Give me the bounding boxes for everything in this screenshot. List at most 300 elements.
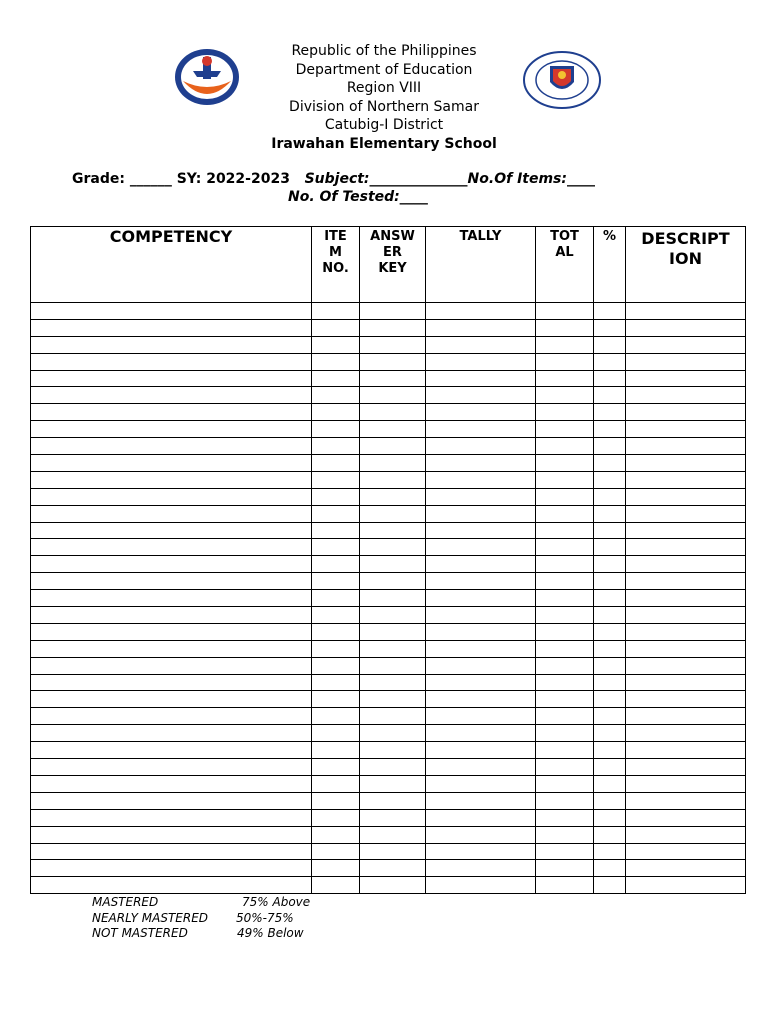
table-row <box>31 691 746 708</box>
cell-total <box>536 657 594 674</box>
cell-item-no <box>312 556 360 573</box>
cell-percent <box>594 471 626 488</box>
table-row <box>31 488 746 505</box>
cell-answer-key <box>360 522 426 539</box>
cell-description <box>626 573 746 590</box>
cell-total <box>536 708 594 725</box>
cell-competency <box>31 336 312 353</box>
cell-competency <box>31 438 312 455</box>
cell-total <box>536 421 594 438</box>
cell-answer-key <box>360 370 426 387</box>
cell-competency <box>31 826 312 843</box>
header-total: TOT AL <box>536 227 594 303</box>
header-division: Division of Northern Samar <box>289 98 479 115</box>
cell-total <box>536 843 594 860</box>
cell-tally <box>426 404 536 421</box>
table-row <box>31 843 746 860</box>
cell-total <box>536 826 594 843</box>
cell-percent <box>594 725 626 742</box>
table-row <box>31 471 746 488</box>
cell-tally <box>426 657 536 674</box>
cell-description <box>626 775 746 792</box>
cell-item-no <box>312 539 360 556</box>
sy-label: SY: <box>176 171 202 187</box>
cell-total <box>536 573 594 590</box>
cell-item-no <box>312 725 360 742</box>
table-row <box>31 607 746 624</box>
cell-tally <box>426 674 536 691</box>
cell-item-no <box>312 708 360 725</box>
cell-item-no <box>312 353 360 370</box>
cell-competency <box>31 657 312 674</box>
cell-item-no <box>312 590 360 607</box>
legend-nearly-range: 50%-75% <box>236 910 294 925</box>
cell-competency <box>31 319 312 336</box>
cell-competency <box>31 421 312 438</box>
cell-competency <box>31 691 312 708</box>
cell-total <box>536 742 594 759</box>
cell-answer-key <box>360 387 426 404</box>
cell-percent <box>594 792 626 809</box>
cell-competency <box>31 674 312 691</box>
table-row <box>31 590 746 607</box>
cell-total <box>536 319 594 336</box>
cell-percent <box>594 539 626 556</box>
cell-percent <box>594 336 626 353</box>
items-blank: ____ <box>566 171 595 187</box>
cell-answer-key <box>360 742 426 759</box>
header-republic: Republic of the Philippines <box>291 43 477 59</box>
cell-total <box>536 539 594 556</box>
table-row <box>31 387 746 404</box>
table-row <box>31 556 746 573</box>
cell-answer-key <box>360 505 426 522</box>
header-department: Department of Education <box>295 61 473 78</box>
cell-description <box>626 607 746 624</box>
cell-total <box>536 353 594 370</box>
cell-description <box>626 336 746 353</box>
cell-answer-key <box>360 421 426 438</box>
cell-percent <box>594 573 626 590</box>
table-row <box>31 742 746 759</box>
cell-percent <box>594 319 626 336</box>
cell-answer-key <box>360 303 426 320</box>
cell-percent <box>594 607 626 624</box>
cell-tally <box>426 488 536 505</box>
cell-tally <box>426 505 536 522</box>
cell-percent <box>594 826 626 843</box>
cell-competency <box>31 809 312 826</box>
header-description: DESCRIPT ION <box>626 227 746 303</box>
cell-description <box>626 792 746 809</box>
cell-answer-key <box>360 353 426 370</box>
cell-tally <box>426 303 536 320</box>
cell-description <box>626 860 746 877</box>
cell-total <box>536 640 594 657</box>
cell-tally <box>426 370 536 387</box>
cell-tally <box>426 708 536 725</box>
cell-competency <box>31 623 312 640</box>
cell-tally <box>426 775 536 792</box>
tested-blank: ____ <box>399 189 428 205</box>
cell-item-no <box>312 809 360 826</box>
cell-percent <box>594 877 626 894</box>
cell-item-no <box>312 471 360 488</box>
cell-item-no <box>312 421 360 438</box>
sy-value: 2022-2023 <box>201 171 305 187</box>
cell-competency <box>31 607 312 624</box>
cell-description <box>626 370 746 387</box>
cell-item-no <box>312 404 360 421</box>
cell-description <box>626 657 746 674</box>
cell-description <box>626 438 746 455</box>
cell-total <box>536 471 594 488</box>
cell-description <box>626 742 746 759</box>
cell-total <box>536 556 594 573</box>
table-row <box>31 404 746 421</box>
table-row <box>31 303 746 320</box>
table-row <box>31 877 746 894</box>
cell-percent <box>594 775 626 792</box>
table-row <box>31 522 746 539</box>
cell-total <box>536 590 594 607</box>
cell-tally <box>426 759 536 776</box>
table-row <box>31 775 746 792</box>
cell-description <box>626 539 746 556</box>
cell-answer-key <box>360 674 426 691</box>
cell-item-no <box>312 336 360 353</box>
cell-competency <box>31 573 312 590</box>
table-row <box>31 725 746 742</box>
cell-percent <box>594 809 626 826</box>
info-line-1 <box>72 171 595 187</box>
cell-tally <box>426 860 536 877</box>
cell-description <box>626 708 746 725</box>
table-row <box>31 539 746 556</box>
cell-tally <box>426 742 536 759</box>
legend <box>92 895 311 942</box>
cell-competency <box>31 792 312 809</box>
cell-tally <box>426 556 536 573</box>
cell-description <box>626 623 746 640</box>
cell-total <box>536 860 594 877</box>
cell-item-no <box>312 438 360 455</box>
cell-item-no <box>312 522 360 539</box>
header-region: Region VIII <box>346 80 422 96</box>
cell-answer-key <box>360 539 426 556</box>
cell-total <box>536 623 594 640</box>
cell-description <box>626 455 746 472</box>
cell-total <box>536 455 594 472</box>
cell-competency <box>31 303 312 320</box>
cell-description <box>626 556 746 573</box>
cell-total <box>536 792 594 809</box>
table-row <box>31 319 746 336</box>
legend-nearly-mastered <box>92 910 294 927</box>
cell-percent <box>594 640 626 657</box>
cell-tally <box>426 539 536 556</box>
cell-answer-key <box>360 860 426 877</box>
cell-item-no <box>312 370 360 387</box>
cell-answer-key <box>360 573 426 590</box>
cell-answer-key <box>360 877 426 894</box>
cell-tally <box>426 792 536 809</box>
cell-answer-key <box>360 471 426 488</box>
cell-description <box>626 877 746 894</box>
cell-competency <box>31 404 312 421</box>
subject-blank: ______________ <box>369 171 468 187</box>
cell-item-no <box>312 640 360 657</box>
cell-percent <box>594 623 626 640</box>
cell-item-no <box>312 505 360 522</box>
cell-answer-key <box>360 623 426 640</box>
info-line-2 <box>288 189 428 205</box>
cell-item-no <box>312 387 360 404</box>
cell-tally <box>426 573 536 590</box>
cell-percent <box>594 505 626 522</box>
cell-percent <box>594 303 626 320</box>
cell-answer-key <box>360 607 426 624</box>
cell-item-no <box>312 488 360 505</box>
table-row <box>31 657 746 674</box>
table-row <box>31 809 746 826</box>
cell-total <box>536 387 594 404</box>
cell-tally <box>426 319 536 336</box>
cell-competency <box>31 556 312 573</box>
table-row <box>31 708 746 725</box>
cell-tally <box>426 691 536 708</box>
cell-total <box>536 336 594 353</box>
cell-item-no <box>312 623 360 640</box>
legend-not-mastered <box>92 926 304 942</box>
grade-blank: ______ <box>124 171 177 187</box>
cell-answer-key <box>360 336 426 353</box>
legend-mastered-range: 75% Above <box>242 895 311 909</box>
cell-description <box>626 505 746 522</box>
cell-description <box>626 640 746 657</box>
cell-tally <box>426 640 536 657</box>
cell-description <box>626 353 746 370</box>
items-label: No.Of Items: <box>467 171 567 187</box>
cell-answer-key <box>360 404 426 421</box>
cell-tally <box>426 590 536 607</box>
cell-total <box>536 607 594 624</box>
cell-answer-key <box>360 826 426 843</box>
table-header-row <box>31 227 746 303</box>
cell-total <box>536 505 594 522</box>
cell-total <box>536 691 594 708</box>
cell-description <box>626 809 746 826</box>
cell-competency <box>31 775 312 792</box>
letterhead <box>200 42 568 153</box>
table-body <box>31 303 746 894</box>
cell-tally <box>426 353 536 370</box>
cell-item-no <box>312 319 360 336</box>
cell-percent <box>594 488 626 505</box>
cell-item-no <box>312 775 360 792</box>
cell-tally <box>426 387 536 404</box>
grade-label: Grade: <box>72 171 125 187</box>
header-tally: TALLY <box>426 227 536 303</box>
cell-total <box>536 522 594 539</box>
cell-description <box>626 826 746 843</box>
cell-item-no <box>312 455 360 472</box>
cell-item-no <box>312 303 360 320</box>
cell-percent <box>594 522 626 539</box>
cell-description <box>626 522 746 539</box>
tested-label: No. Of Tested: <box>288 189 400 205</box>
cell-answer-key <box>360 775 426 792</box>
cell-tally <box>426 336 536 353</box>
cell-percent <box>594 370 626 387</box>
cell-description <box>626 421 746 438</box>
cell-percent <box>594 860 626 877</box>
cell-answer-key <box>360 759 426 776</box>
table-row <box>31 860 746 877</box>
cell-answer-key <box>360 590 426 607</box>
cell-answer-key <box>360 657 426 674</box>
cell-competency <box>31 860 312 877</box>
table-row <box>31 455 746 472</box>
cell-answer-key <box>360 725 426 742</box>
cell-tally <box>426 809 536 826</box>
legend-mastered <box>92 895 311 911</box>
legend-not-range: 49% Below <box>237 926 304 940</box>
cell-percent <box>594 742 626 759</box>
cell-item-no <box>312 759 360 776</box>
cell-percent <box>594 590 626 607</box>
cell-total <box>536 775 594 792</box>
table-row <box>31 640 746 657</box>
cell-answer-key <box>360 843 426 860</box>
cell-tally <box>426 877 536 894</box>
cell-percent <box>594 421 626 438</box>
header-district: Catubig-I District <box>324 117 444 133</box>
cell-description <box>626 303 746 320</box>
table-row <box>31 623 746 640</box>
cell-item-no <box>312 691 360 708</box>
cell-description <box>626 319 746 336</box>
cell-description <box>626 759 746 776</box>
cell-percent <box>594 708 626 725</box>
cell-item-no <box>312 792 360 809</box>
cell-description <box>626 674 746 691</box>
cell-description <box>626 471 746 488</box>
table-row <box>31 505 746 522</box>
cell-competency <box>31 522 312 539</box>
cell-percent <box>594 353 626 370</box>
cell-total <box>536 725 594 742</box>
cell-competency <box>31 877 312 894</box>
header-competency: COMPETENCY <box>31 227 312 303</box>
cell-total <box>536 438 594 455</box>
cell-tally <box>426 471 536 488</box>
cell-tally <box>426 455 536 472</box>
header-school-name: Irawahan Elementary School <box>271 135 497 152</box>
cell-tally <box>426 421 536 438</box>
cell-answer-key <box>360 438 426 455</box>
cell-item-no <box>312 860 360 877</box>
table-row <box>31 792 746 809</box>
cell-competency <box>31 488 312 505</box>
cell-tally <box>426 607 536 624</box>
table-row <box>31 336 746 353</box>
table-row <box>31 759 746 776</box>
table-row <box>31 353 746 370</box>
cell-item-no <box>312 877 360 894</box>
cell-percent <box>594 759 626 776</box>
header-percent: % <box>594 227 626 303</box>
cell-competency <box>31 370 312 387</box>
cell-total <box>536 877 594 894</box>
cell-total <box>536 404 594 421</box>
cell-tally <box>426 522 536 539</box>
cell-percent <box>594 556 626 573</box>
table-row <box>31 674 746 691</box>
table-row <box>31 370 746 387</box>
legend-nearly-label: NEARLY MASTERED <box>92 910 209 925</box>
cell-item-no <box>312 843 360 860</box>
cell-percent <box>594 404 626 421</box>
cell-item-no <box>312 573 360 590</box>
cell-item-no <box>312 742 360 759</box>
cell-tally <box>426 725 536 742</box>
cell-competency <box>31 708 312 725</box>
cell-answer-key <box>360 640 426 657</box>
cell-competency <box>31 742 312 759</box>
cell-competency <box>31 539 312 556</box>
legend-not-label: NOT MASTERED <box>92 926 188 940</box>
cell-total <box>536 759 594 776</box>
cell-percent <box>594 691 626 708</box>
header-item-no: ITE M NO. <box>312 227 360 303</box>
cell-competency <box>31 843 312 860</box>
cell-answer-key <box>360 556 426 573</box>
cell-tally <box>426 843 536 860</box>
cell-answer-key <box>360 792 426 809</box>
cell-competency <box>31 725 312 742</box>
cell-total <box>536 488 594 505</box>
header-answer-key: ANSW ER KEY <box>360 227 426 303</box>
cell-answer-key <box>360 488 426 505</box>
cell-answer-key <box>360 319 426 336</box>
table-row <box>31 421 746 438</box>
cell-competency <box>31 640 312 657</box>
cell-percent <box>594 455 626 472</box>
cell-competency <box>31 353 312 370</box>
table-row <box>31 826 746 843</box>
cell-answer-key <box>360 708 426 725</box>
cell-competency <box>31 471 312 488</box>
legend-mastered-label: MASTERED <box>92 895 159 909</box>
cell-description <box>626 488 746 505</box>
item-analysis-table <box>30 226 746 894</box>
cell-percent <box>594 674 626 691</box>
cell-description <box>626 387 746 404</box>
cell-tally <box>426 438 536 455</box>
table-row <box>31 438 746 455</box>
cell-percent <box>594 387 626 404</box>
cell-total <box>536 370 594 387</box>
cell-competency <box>31 590 312 607</box>
cell-competency <box>31 455 312 472</box>
cell-total <box>536 809 594 826</box>
cell-tally <box>426 623 536 640</box>
cell-description <box>626 691 746 708</box>
cell-competency <box>31 505 312 522</box>
cell-tally <box>426 826 536 843</box>
cell-description <box>626 404 746 421</box>
